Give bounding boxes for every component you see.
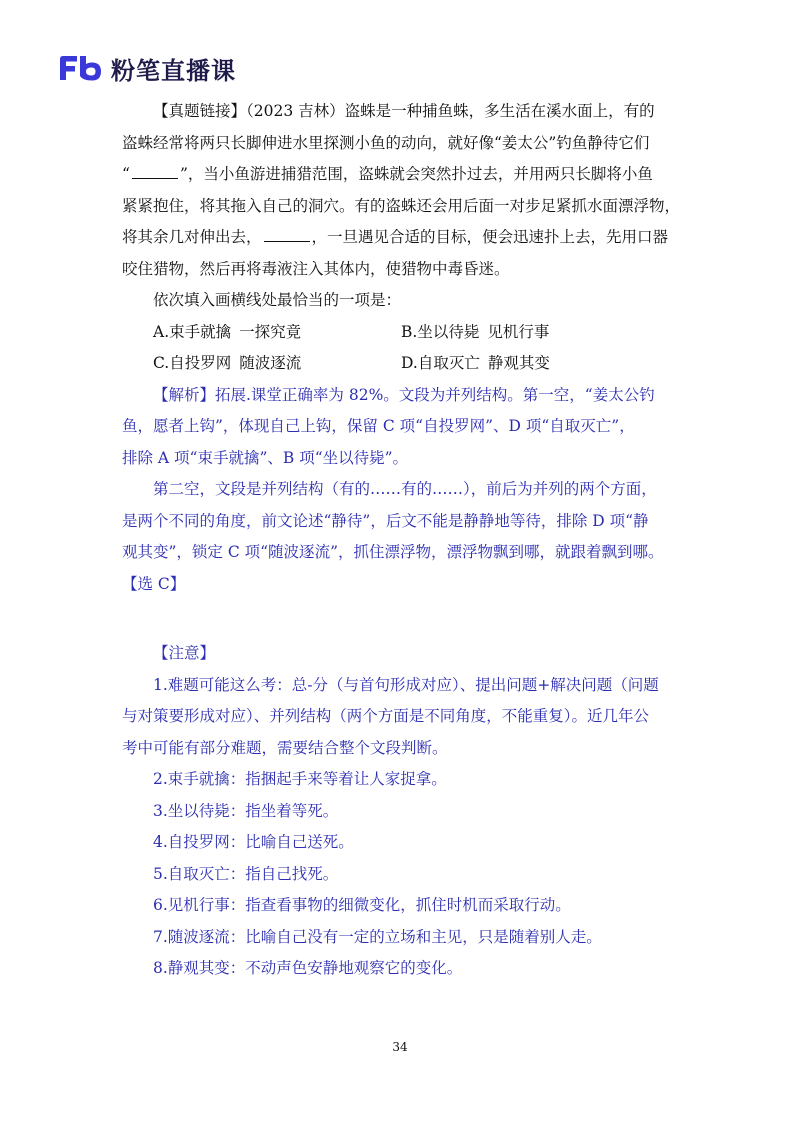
question-tag: 【真题链接】: [153, 102, 247, 120]
brand-name: 粉笔直播课: [111, 56, 236, 85]
note-item: 考中可能有部分难题，需要结合整个文段判断。: [122, 738, 448, 757]
note-item: 6.见机行事：指查看事物的细微变化，抓住时机而采取行动。: [153, 896, 571, 914]
option-a: A.束手就擒 一探究竟: [153, 322, 302, 341]
fb-logo-icon: [57, 53, 105, 83]
note-item: 2.束手就擒：指捆起手来等着让人家捉拿。: [153, 770, 447, 788]
question-line: 紧紧抱住，将其拖入自己的洞穴。有的盗蛛还会用后面一对步足紧抓水面漂浮物，: [122, 196, 681, 215]
question-line: 盗蛛经常将两只长脚伸进水里探测小鱼的动向，就好像“姜太公”钓鱼静待它们: [122, 133, 650, 152]
note-item: 与对策要形成对应）、并列结构（两个方面是不同角度，不能重复）。近几年公: [122, 707, 650, 725]
header: [57, 51, 236, 85]
question-line: “ ”，当小鱼游进捕猎范围，盗蛛就会突然扑过去，并用两只长脚将小鱼: [122, 165, 653, 183]
notes: [122, 638, 682, 985]
question-line: 将其余几对伸出去， ，一旦遇见合适的目标，便会迅速扑上去，先用口器: [122, 228, 669, 246]
option-b: B.坐以待毙 见机行事: [401, 322, 550, 341]
note-item: 5.自取灭亡：指自己找死。: [153, 864, 339, 883]
note-item: 8.静观其变：不动声色安静地观察它的变化。: [153, 959, 463, 977]
analysis-line: 排除 A 项“束手就擒”、B 项“坐以待毙”。: [122, 448, 409, 467]
analysis-line: 鱼，愿者上钩”，体现自己上钩，保留 C 项“自投罗网”、D 项“自取灭亡”，: [122, 417, 635, 435]
question-prompt: 依次填入画横线处最恰当的一项是：: [153, 291, 402, 309]
question-line: 咬住猎物，然后再将毒液注入其体内，使猎物中毒昏迷。: [122, 259, 510, 278]
question-source: （2023 吉林）: [246, 102, 345, 120]
note-item: 1.难题可能这么考：总-分（与首句形成对应）、提出问题+解决问题（问题: [153, 675, 659, 694]
answer-options: [122, 317, 682, 380]
analysis-line: 【解析】拓展.课堂正确率为 82%。文段为并列结构。第一空，“姜太公钓: [153, 385, 655, 404]
page-number: 34: [392, 1040, 408, 1054]
analysis-line: 观其变”，锁定 C 项“随波逐流”，抓住漂浮物，漂浮物飘到哪，就跟着飘到哪。: [122, 543, 664, 561]
notes-title: 【注意】: [153, 644, 216, 662]
option-d: D.自取灭亡 静观其变: [401, 354, 550, 372]
page-content: [122, 96, 682, 985]
question-line: 【真题链接】（2023 吉林）盗蛛是一种捕鱼蛛，多生活在溪水面上，有的: [153, 102, 655, 120]
fill-blank: [132, 164, 178, 179]
analysis-line: 第二空，文段是并列结构（有的……有的……），前后为并列的两个方面，: [153, 480, 657, 498]
analysis: [122, 380, 682, 601]
option-c: C.自投罗网 随波逐流: [153, 354, 302, 372]
fill-blank: [264, 227, 310, 242]
note-item: 3.坐以待毙：指坐着等死。: [153, 801, 339, 820]
note-item: 4.自投罗网：比喻自己送死。: [153, 833, 354, 851]
analysis-line: 是两个不同的角度，前文论述“静待”，后文不能是静静地等待，排除 D 项“静: [122, 511, 649, 530]
note-item: 7.随波逐流：比喻自己没有一定的立场和主见，只是随着别人走。: [153, 927, 602, 946]
answer-tag: 【选 C】: [122, 574, 186, 593]
